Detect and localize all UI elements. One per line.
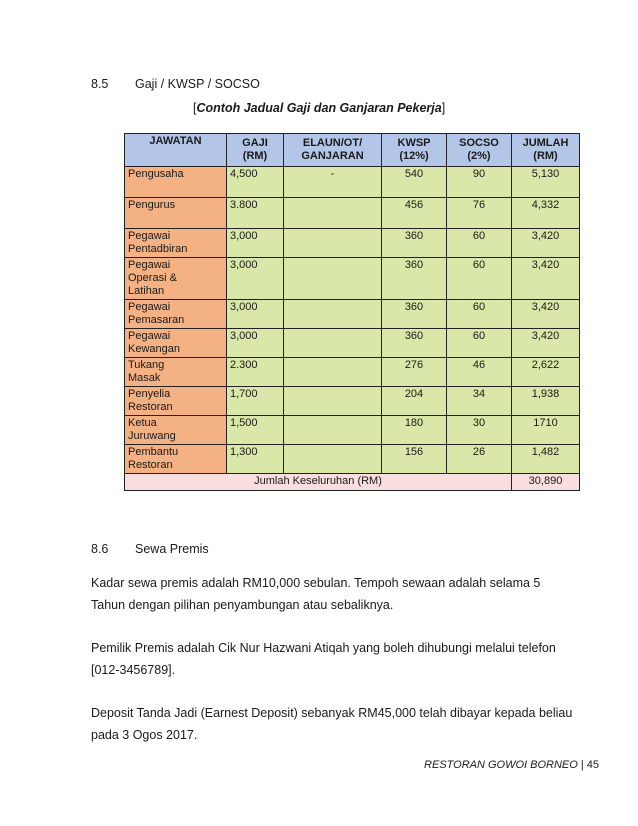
cell-socso: 26 xyxy=(447,445,512,474)
cell-jawatan xyxy=(125,387,227,416)
cell-jawatan xyxy=(125,258,227,300)
paragraph-line: Kadar sewa premis adalah RM10,000 sebulan. Tempoh sewaan adalah selama 5 xyxy=(91,576,541,590)
paragraph-line: Deposit Tanda Jadi (Earnest Deposit) sebanyak RM45,000 telah dibayar kepada beliau xyxy=(91,706,573,720)
cell-gaji: 3,000 xyxy=(227,258,284,300)
cell-gaji: 3,000 xyxy=(227,300,284,329)
cell-jawatan xyxy=(125,358,227,387)
jawatan-line: Pegawai xyxy=(128,330,171,342)
cell-kwsp: 360 xyxy=(382,258,447,300)
header-elaun: ELAUN/OT/ GANJARAN xyxy=(284,134,382,167)
header-jumlah: JUMLAH (RM) xyxy=(512,134,580,167)
jawatan-line: Pembantu xyxy=(128,446,179,458)
cell-socso: 76 xyxy=(447,198,512,229)
cell-jumlah: 4,332 xyxy=(512,198,580,229)
cell-elaun xyxy=(284,300,382,329)
header-socso: SOCSO (2%) xyxy=(447,134,512,167)
cell-jawatan xyxy=(125,167,227,198)
cell-kwsp: 360 xyxy=(382,229,447,258)
jawatan-line: Pengurus xyxy=(128,199,176,211)
page-number: 45 xyxy=(586,759,600,771)
paragraph-line: pada 3 Ogos 2017. xyxy=(91,728,198,742)
cell-gaji: 1,700 xyxy=(227,387,284,416)
cell-gaji: 2.300 xyxy=(227,358,284,387)
cell-jawatan xyxy=(125,198,227,229)
cell-jumlah: 3,420 xyxy=(512,329,580,358)
cell-socso: 90 xyxy=(447,167,512,198)
jawatan-line: Restoran xyxy=(128,401,173,413)
cell-elaun xyxy=(284,445,382,474)
cell-jumlah: 3,420 xyxy=(512,258,580,300)
jawatan-line: Kewangan xyxy=(128,343,180,355)
cell-jawatan xyxy=(125,416,227,445)
table-row xyxy=(125,229,580,258)
cell-socso: 46 xyxy=(447,358,512,387)
jawatan-line: Pentadbiran xyxy=(128,243,188,255)
table-caption: [Contoh Jadual Gaji dan Ganjaran Pekerja] xyxy=(193,101,446,115)
total-label: Jumlah Keseluruhan (RM) xyxy=(125,474,512,491)
jawatan-line: Pegawai xyxy=(128,301,171,313)
cell-elaun xyxy=(284,258,382,300)
cell-kwsp: 360 xyxy=(382,329,447,358)
cell-elaun xyxy=(284,329,382,358)
cell-kwsp: 456 xyxy=(382,198,447,229)
cell-socso: 60 xyxy=(447,329,512,358)
table-row xyxy=(125,358,580,387)
cell-elaun: - xyxy=(284,167,382,198)
table-row xyxy=(125,300,580,329)
header-gaji: GAJI (RM) xyxy=(227,134,284,167)
paragraph-line: Pemilik Premis adalah Cik Nur Hazwani Atiqah yang boleh dihubungi melalui telefon xyxy=(91,641,556,655)
cell-socso: 34 xyxy=(447,387,512,416)
table-row xyxy=(125,387,580,416)
cell-jumlah: 1,482 xyxy=(512,445,580,474)
table-row xyxy=(125,416,580,445)
cell-gaji: 1,500 xyxy=(227,416,284,445)
salary-table xyxy=(124,133,580,491)
cell-jumlah: 5,130 xyxy=(512,167,580,198)
page-footer: RESTORAN GOWOI BORNEO | 45 xyxy=(424,759,600,771)
jawatan-line: Latihan xyxy=(128,285,165,297)
cell-kwsp: 204 xyxy=(382,387,447,416)
cell-jumlah: 1,938 xyxy=(512,387,580,416)
cell-elaun xyxy=(284,387,382,416)
section-number: 8.5 xyxy=(91,77,109,91)
cell-jumlah: 3,420 xyxy=(512,300,580,329)
cell-gaji: 3.800 xyxy=(227,198,284,229)
cell-kwsp: 156 xyxy=(382,445,447,474)
paragraph-owner xyxy=(91,637,556,681)
section-title: Gaji / KWSP / SOCSO xyxy=(135,77,260,91)
cell-elaun xyxy=(284,358,382,387)
cell-jawatan xyxy=(125,329,227,358)
header-kwsp: KWSP (12%) xyxy=(382,134,447,167)
jawatan-line: Pemasaran xyxy=(128,314,185,326)
paragraph-rental xyxy=(91,572,540,616)
jawatan-line: Masak xyxy=(128,372,161,384)
table-row xyxy=(125,258,580,300)
cell-socso: 60 xyxy=(447,300,512,329)
cell-kwsp: 276 xyxy=(382,358,447,387)
jawatan-line: Operasi & xyxy=(128,272,177,284)
cell-gaji: 4,500 xyxy=(227,167,284,198)
section-number: 8.6 xyxy=(91,542,109,556)
cell-kwsp: 540 xyxy=(382,167,447,198)
paragraph-deposit xyxy=(91,702,572,746)
table-row xyxy=(125,445,580,474)
cell-jawatan xyxy=(125,229,227,258)
cell-jumlah: 1710 xyxy=(512,416,580,445)
header-jawatan: JAWATAN xyxy=(125,134,227,167)
cell-jawatan xyxy=(125,445,227,474)
section-8-6-heading xyxy=(91,542,391,558)
cell-gaji: 3,000 xyxy=(227,229,284,258)
cell-socso: 60 xyxy=(447,258,512,300)
total-row xyxy=(125,474,580,491)
cell-socso: 60 xyxy=(447,229,512,258)
table-row xyxy=(125,329,580,358)
cell-gaji: 1,300 xyxy=(227,445,284,474)
jawatan-line: Restoran xyxy=(128,459,173,471)
cell-kwsp: 360 xyxy=(382,300,447,329)
paragraph-line: Tahun dengan pilihan penyambungan atau sebaliknya. xyxy=(91,598,394,612)
cell-kwsp: 180 xyxy=(382,416,447,445)
table-caption-text: Contoh Jadual Gaji dan Ganjaran Pekerja xyxy=(196,101,442,115)
jawatan-line: Penyelia xyxy=(128,388,171,400)
cell-socso: 30 xyxy=(447,416,512,445)
footer-name: RESTORAN GOWOI BORNEO xyxy=(424,759,578,771)
jawatan-line: Ketua xyxy=(128,417,157,429)
jawatan-line: Pengusaha xyxy=(128,168,184,180)
table-header-row xyxy=(125,134,580,167)
total-value: 30,890 xyxy=(512,474,580,491)
jawatan-line: Pegawai xyxy=(128,230,171,242)
jawatan-line: Pegawai xyxy=(128,259,171,271)
table-row xyxy=(125,167,580,198)
jawatan-line: Tukang xyxy=(128,359,165,371)
cell-jumlah: 3,420 xyxy=(512,229,580,258)
paragraph-line: [012-3456789]. xyxy=(91,663,176,677)
cell-elaun xyxy=(284,416,382,445)
section-title: Sewa Premis xyxy=(135,542,209,556)
cell-gaji: 3,000 xyxy=(227,329,284,358)
cell-jawatan xyxy=(125,300,227,329)
jawatan-line: Juruwang xyxy=(128,430,176,442)
cell-elaun xyxy=(284,198,382,229)
section-8-5-heading xyxy=(91,77,391,93)
cell-elaun xyxy=(284,229,382,258)
cell-jumlah: 2,622 xyxy=(512,358,580,387)
table-row xyxy=(125,198,580,229)
